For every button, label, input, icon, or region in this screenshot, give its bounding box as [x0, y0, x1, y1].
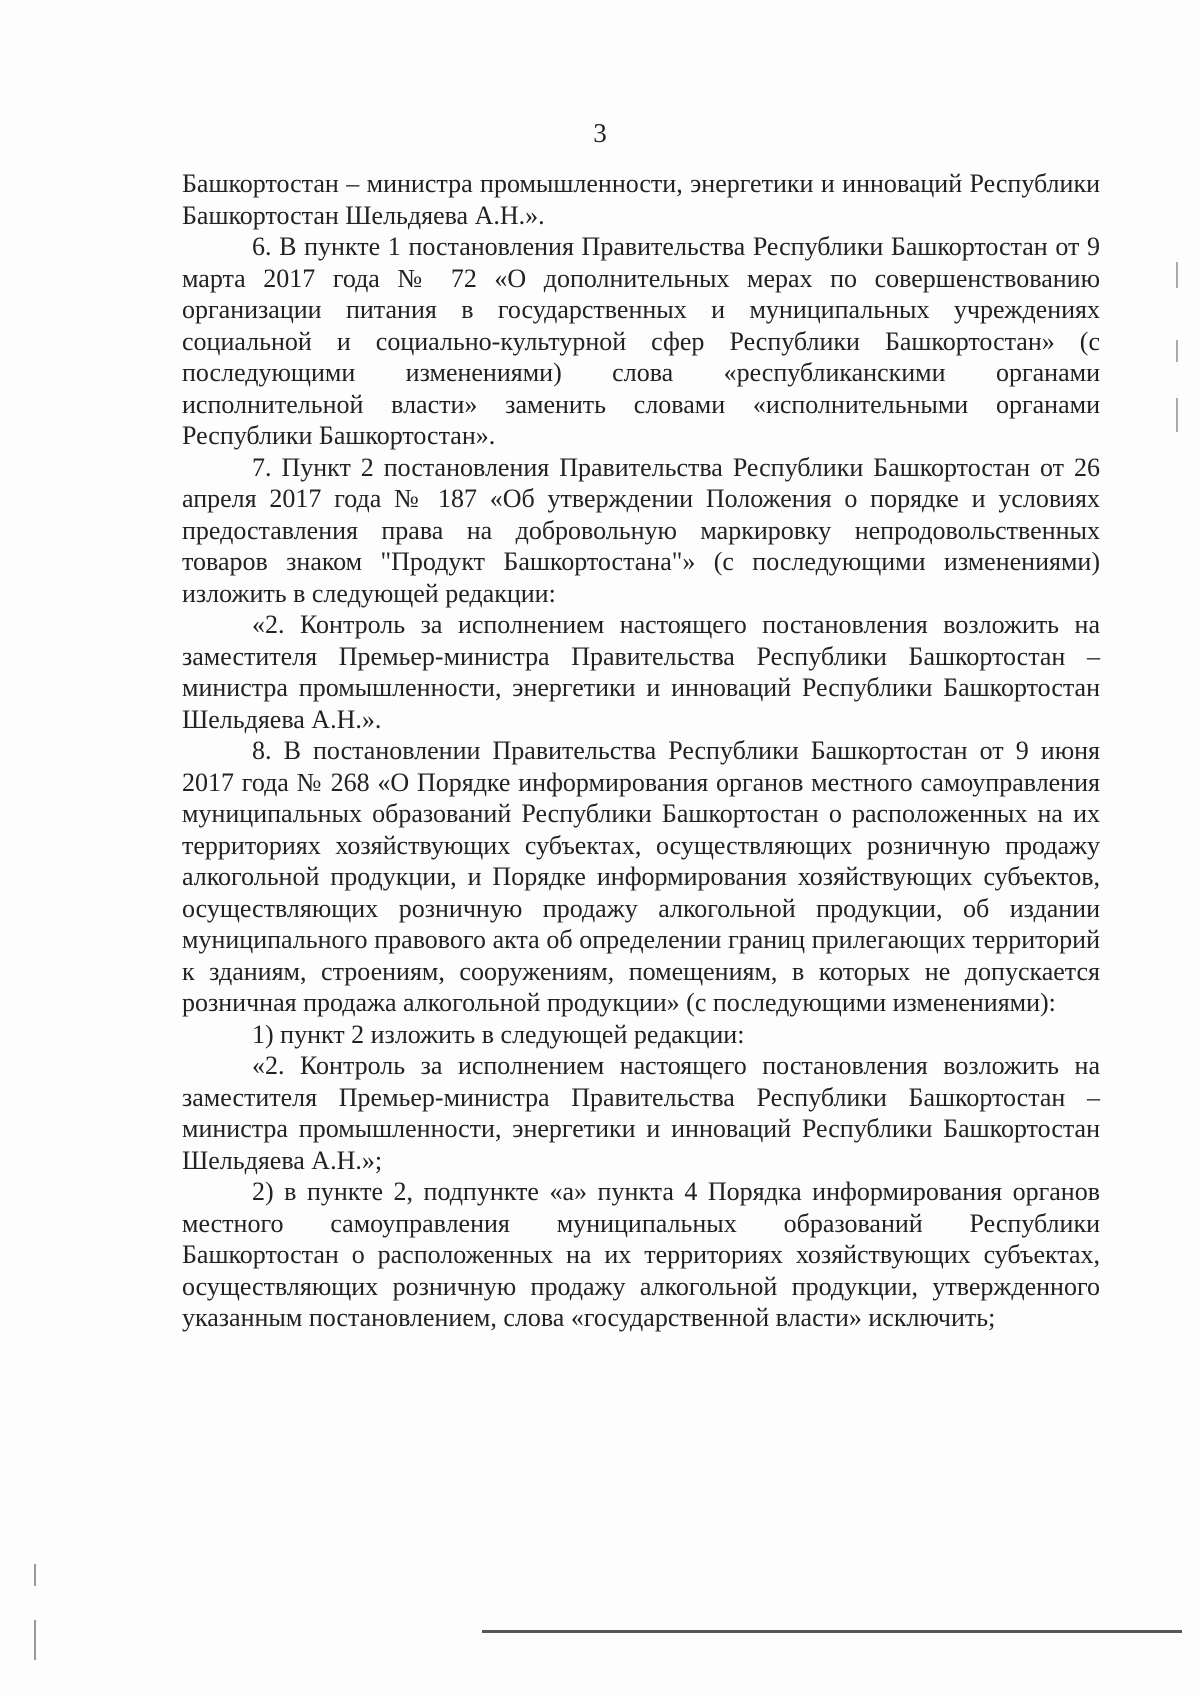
paragraph-item-6: 6. В пункте 1 постановления Правительства Республики Башкортостан от 9 марта 2017 года № 72 «О дополнительных мерах по совершенствованию организации питания в государственных и муниципальных учреждениях социальной и социально-культурной сфер Республики Башкортостан» (с последующими изменениями) слова «республиканскими органами исполнительной власти» заменить словами «исполнительными органами Республики Башкортостан». — [182, 232, 1100, 450]
scan-artifact-mark — [34, 1564, 36, 1586]
scan-artifact-mark — [1176, 340, 1178, 362]
paragraph-item-7: 7. Пункт 2 постановления Правительства Республики Башкортостан от 26 апреля 2017 года № 187 «Об утверждении Положения о порядке и условиях предоставления права на добровольную маркировку непродовольственных товаров знаком "Продукт Башкортостана"» (с последующими изменениями) изложить в следующей редакции: — [182, 452, 1100, 608]
scan-artifact-mark — [1176, 262, 1178, 288]
scan-artifact-mark — [1176, 398, 1178, 432]
paragraph: Башкортостан – министра промышленности, энергетики и инноваций Республики Башкортостан Шельдяева А.Н.». — [182, 169, 1100, 230]
paragraph-subitem-1: 1) пункт 2 изложить в следующей редакции: — [252, 1019, 745, 1049]
paragraph-quote-control-2: «2. Контроль за исполнением настоящего постановления возложить на заместителя Премьер-министра Правительства Республики Башкортостан – министра промышленности, энергетики и инноваций Республики Башкортостан Шельдяева А.Н.»; — [182, 1051, 1100, 1175]
scan-edge-line — [482, 1630, 1182, 1633]
paragraph-item-8: 8. В постановлении Правительства Республики Башкортостан от 9 июня 2017 года № 268 «О Порядке информирования органов местного самоуправления муниципальных образований Республики Башкортостан о расположенных на их территориях хозяйствующих субъектах, осуществляющих розничную продажу алкогольной продукции, и Порядке информирования хозяйствующих субъектов, осуществляющих розничную продажу алкогольной продукции, об издании муниципального правового акта об определении границ прилегающих территорий к зданиям, строениям, сооружениям, помещениям, в которых не допускается розничная продажа алкогольной продукции» (с последующими изменениями): — [182, 736, 1100, 1017]
page-number: 3 — [593, 118, 607, 148]
paragraph-subitem-2: 2) в пункте 2, подпункте «а» пункта 4 Порядка информирования органов местного самоуправления муниципальных образований Республики Башкортостан о расположенных на их территориях хозяйствующих субъектах, осуществляющих розничную продажу алкогольной продукции, утвержденного указанным постановлением, слова «государственной власти» исключить; — [182, 1177, 1100, 1332]
document-body — [182, 168, 1100, 1334]
scan-artifact-mark — [34, 1620, 36, 1660]
paragraph-quote-control: «2. Контроль за исполнением настоящего постановления возложить на заместителя Премьер-министра Правительства Республики Башкортостан – министра промышленности, энергетики и инноваций Республики Башкортостан Шельдяева А.Н.». — [182, 610, 1100, 734]
